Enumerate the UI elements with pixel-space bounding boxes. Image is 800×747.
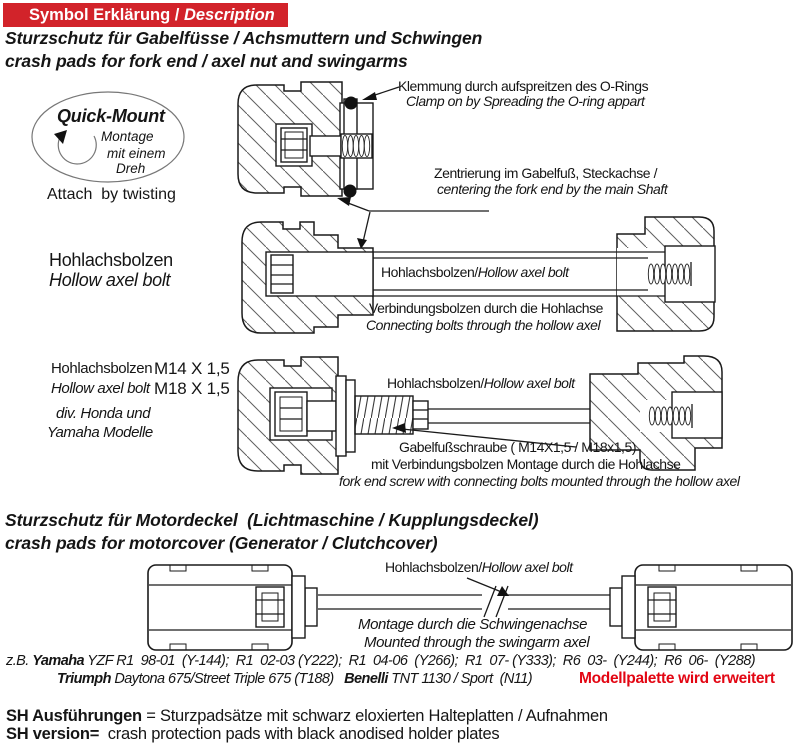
rotate-arrow-icon	[54, 130, 67, 144]
models-brand-benelli: Benelli	[344, 671, 388, 687]
quick-mount-caption: Attach by twisting	[47, 186, 176, 203]
row2-sub-en: Connecting bolts through the hollow axel	[366, 317, 601, 333]
sh-text-de: = Sturzpadsätze mit schwarz eloxierten Halteplatten / Aufnahmen	[141, 707, 608, 725]
models-line-2	[57, 671, 532, 687]
models-list-triumph: Daytona 675/Street Triple 675 (T188)	[110, 671, 345, 687]
sh-label-de: SH Ausführungen	[6, 707, 142, 725]
row3-spec-1: M14 X 1,5	[154, 359, 230, 378]
o-ring-top	[345, 97, 358, 110]
section2-heading-en: crash pads for motorcover (Generator / Clutchcover)	[5, 533, 438, 553]
clamp-arrowhead	[362, 92, 377, 100]
center-arrowhead-up	[337, 197, 351, 206]
row3-rod-label-de: Hohlachsbolzen/	[387, 375, 484, 391]
row3-models-1: div. Honda und	[56, 405, 151, 422]
quick-mount-sub2: mit einem	[107, 146, 166, 161]
header-title-de: Symbol Erklärung	[29, 6, 171, 24]
row3-screw-1: Gabelfußschraube ( M14X1,5 / M18x1,5)	[399, 439, 637, 455]
section2-heading-de: Sturzschutz für Motordeckel (Lichtmaschine / Kupplungsdeckel)	[5, 510, 539, 530]
quick-mount-sub3: Dreh	[116, 161, 146, 176]
models-brand-yamaha: Yamaha	[32, 653, 85, 669]
models-list-benelli: TNT 1130 / Sport (N11)	[387, 671, 533, 687]
models-prefix: z.B.	[6, 653, 33, 669]
section1-heading-en: crash pads for fork end / axel nut and swingarms	[5, 51, 408, 71]
row4-rod-label-de: Hohlachsbolzen/	[385, 559, 482, 575]
row3-label-de: Hohlachsbolzen	[51, 360, 153, 377]
row4-rod-label	[385, 560, 573, 576]
row2-label-en: Hollow axel bolt	[49, 270, 171, 290]
centering-label-en: centering the fork end by the main Shaft	[437, 181, 668, 197]
clamp-label-en: Clamp on by Spreading the O-ring appart	[406, 93, 645, 109]
models-line-1	[6, 653, 755, 669]
row3-rod-label	[387, 376, 575, 392]
row2-sub-de: Verbindungsbolzen durch die Hohlachse	[369, 300, 603, 316]
row4-sub-en: Mounted through the swingarm axel	[364, 634, 590, 651]
row2-rod-label-en: Hollow axel bolt	[477, 264, 569, 280]
sh-label-en: SH version=	[6, 725, 100, 743]
row3-spec-2: M18 X 1,5	[154, 379, 230, 398]
row3-screw-2: mit Verbindungsbolzen Montage durch die Hohlachse	[371, 456, 681, 472]
header-bar	[3, 3, 288, 27]
sh-line-de	[6, 707, 608, 725]
quick-mount-title: Quick-Mount	[57, 106, 165, 126]
row3-screw-3: fork end screw with connecting bolts mounted through the hollow axel	[339, 473, 740, 489]
models-list-yamaha: YZF R1 98-01 (Y-144); R1 02-03 (Y222); R1 04-06 (Y266); R1 07- (Y333); R6 03- (Y244); R6 06- (Y288)	[84, 653, 755, 669]
models-brand-triumph: Triumph	[57, 671, 111, 687]
row3-models-2: Yamaha Modelle	[47, 424, 153, 441]
row4-sub-de: Montage durch die Schwingenachse	[358, 616, 588, 633]
row3-rod-label-en: Hollow axel bolt	[483, 375, 575, 391]
header-sep: /	[170, 6, 184, 24]
row4-rod-label-en: Hollow axel bolt	[481, 559, 573, 575]
quick-mount-sub1: Montage	[101, 129, 154, 144]
o-ring-bottom	[344, 185, 357, 198]
sh-text-en: crash protection pads with black anodised holder plates	[99, 725, 500, 743]
section1-heading-de: Sturzschutz für Gabelfüsse / Achsmuttern und Schwingen	[5, 28, 483, 48]
centering-label-de: Zentrierung im Gabelfuß, Steckachse /	[434, 165, 658, 181]
row2-rod-label-de: Hohlachsbolzen/	[381, 264, 478, 280]
row3-label-en: Hollow axel bolt	[51, 380, 150, 397]
row2-label-de: Hohlachsbolzen	[49, 250, 173, 270]
sh-line-en	[6, 725, 499, 743]
row2-rod-label	[381, 265, 569, 281]
models-expand-note: Modellpalette wird erweitert	[579, 670, 775, 687]
header-title-en: Description	[183, 6, 275, 24]
clamp-label-de: Klemmung durch aufspreitzen des O-Rings	[398, 78, 649, 94]
